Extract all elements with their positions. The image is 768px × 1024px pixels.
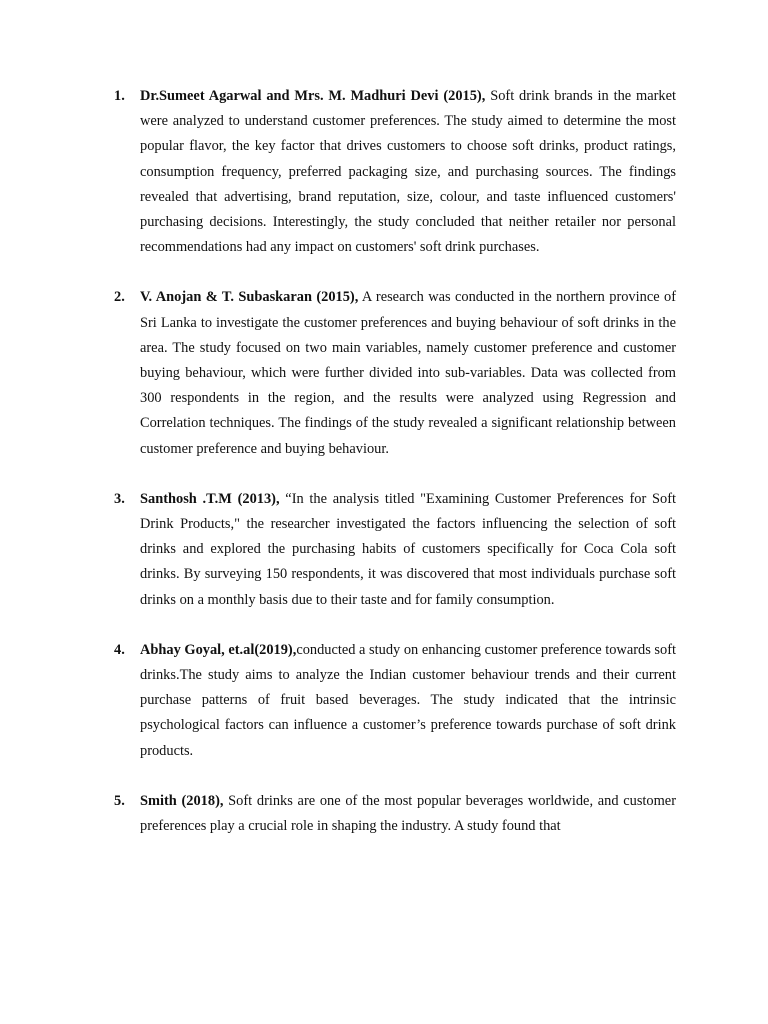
reference-text: Soft drinks are one of the most popular beverages worldwide, and customer preferences play a crucial role in shaping the industry. A study found that bbox=[140, 792, 676, 835]
reference-number: 1. bbox=[114, 88, 125, 104]
reference-author: V. Anojan & T. Subaskaran (2015), bbox=[140, 289, 359, 306]
reference-author: Abhay Goyal, et.al(2019), bbox=[140, 641, 297, 658]
reference-item bbox=[114, 789, 676, 839]
reference-text: “In the analysis titled "Examining Customer Preferences for Soft Drink Products," the researcher investigated the factors influencing the selection of soft drinks and explored the purchasing habits of customers specifically for Coca Cola soft drinks. By surveying 150 respondents, it was discovered that most individuals purchase soft drinks on a monthly basis due to their taste and for family consumption. bbox=[140, 490, 677, 608]
reference-author: Dr.Sumeet Agarwal and Mrs. M. Madhuri Devi (2015), bbox=[140, 88, 486, 104]
reference-item bbox=[114, 638, 676, 764]
reference-number: 5. bbox=[114, 792, 125, 809]
reference-number: 2. bbox=[114, 289, 125, 306]
reference-number: 4. bbox=[114, 641, 125, 658]
reference-author: Santhosh .T.M (2013), bbox=[140, 490, 280, 507]
reference-text: A research was conducted in the northern province of Sri Lanka to investigate the customer preferences and buying behaviour of soft drinks in the area. The study focused on two main variables, namely customer preference and customer buying behaviour, which were further divided into sub-variables. Data was collected from 300 respondents in the region, and the results were analyzed using Regression and Correlation techniques. The findings of the study revealed a significant relationship between customer preference and buying behaviour. bbox=[140, 289, 676, 457]
reference-text: conducted a study on enhancing customer preference towards soft drinks.The study aims to analyze the Indian customer behaviour trends and their current purchase patterns of fruit based beverages. The study indicated that the intrinsic psychological factors can influence a customer’s preference towards purchase of soft drink products. bbox=[140, 641, 676, 759]
reference-item bbox=[114, 84, 676, 260]
reference-item bbox=[114, 487, 676, 613]
reference-text: Soft drink brands in the market were analyzed to understand customer preferences. The study aimed to determine the most popular flavor, the key factor that drives customers to choose soft drinks, product ratings, consumption frequency, preferred packaging size, and purchasing sources. The findings revealed that advertising, brand reputation, size, colour, and taste influenced customers' purchasing decisions. Interestingly, the study concluded that neither retailer nor personal recommendations had any impact on customers' soft drink purchases. bbox=[140, 88, 677, 256]
reference-item bbox=[114, 285, 676, 461]
reference-number: 3. bbox=[114, 490, 125, 507]
reference-list bbox=[114, 84, 676, 864]
reference-author: Smith (2018), bbox=[140, 792, 224, 809]
